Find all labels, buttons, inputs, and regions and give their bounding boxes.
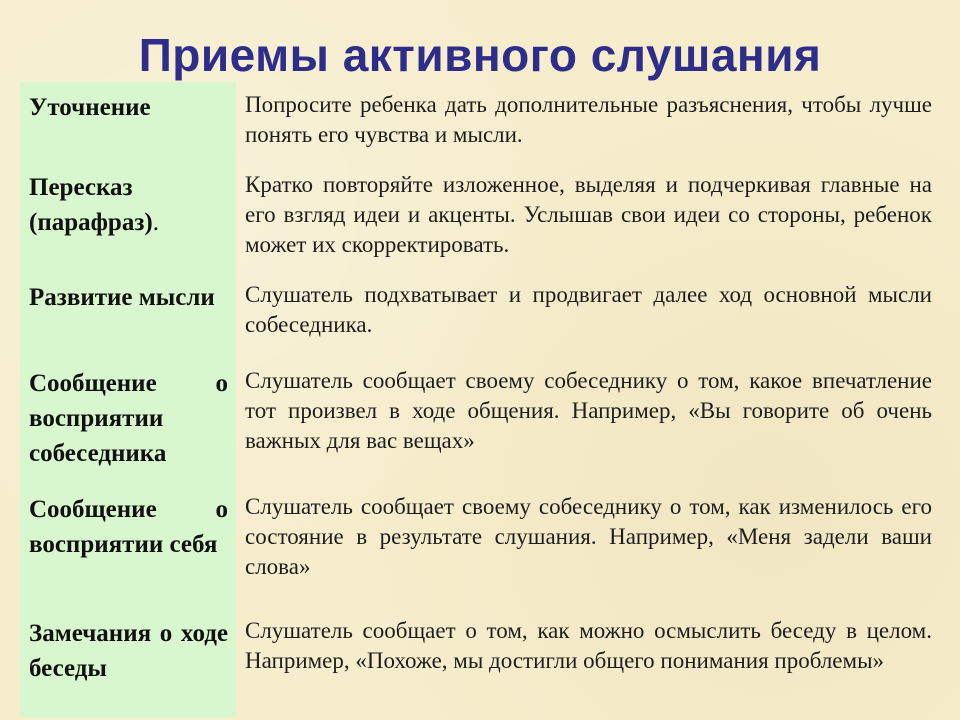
description-cell: Кратко повторяйте изложенное, выделяя и подчеркивая главные на его взгляд идеи и акценты. Услышав свои идеи со стороны, ребенок может их скорректировать. xyxy=(245,172,932,257)
term-cell: Замечания о ходе беседы xyxy=(20,608,236,718)
description-cell: Слушатель сообщает своему собеседнику о том, какое впечатление тот произвел в ходе общения. Например, «Вы говорите об очень важных для вас вещах» xyxy=(245,368,932,453)
table-row xyxy=(20,82,940,162)
table-row xyxy=(20,608,940,718)
table-row xyxy=(20,272,940,358)
term-cell: Сообщение о восприятии себя xyxy=(20,484,236,608)
term-cell: Развитие мысли xyxy=(20,272,236,358)
term-cell: Сообщение о восприятии собеседника xyxy=(20,358,236,484)
page-title: Приемы активного слушания xyxy=(138,29,822,81)
table-row xyxy=(20,358,940,484)
term-cell: Уточнение xyxy=(20,82,236,162)
techniques-table xyxy=(20,82,940,718)
table-row xyxy=(20,162,940,272)
term-suffix: . xyxy=(152,209,159,236)
description-cell: Слушатель сообщает о том, как можно осмыслить беседу в целом. Например, «Похоже, мы достигли общего понимания проблемы» xyxy=(245,618,932,673)
term-cell xyxy=(20,162,236,272)
description-cell: Слушатель подхватывает и продвигает далее ход основной мысли собеседника. xyxy=(245,282,932,337)
description-cell: Попросите ребенка дать дополнительные разъяснения, чтобы лучше понять его чувства и мысли. xyxy=(245,92,932,147)
table-row xyxy=(20,484,940,608)
term-text: Пересказ (парафраз) xyxy=(29,174,153,236)
description-cell: Слушатель сообщает своему собеседнику о том, как изменилось его состояние в результате слушания. Например, «Меня задели ваши слова» xyxy=(245,494,932,579)
